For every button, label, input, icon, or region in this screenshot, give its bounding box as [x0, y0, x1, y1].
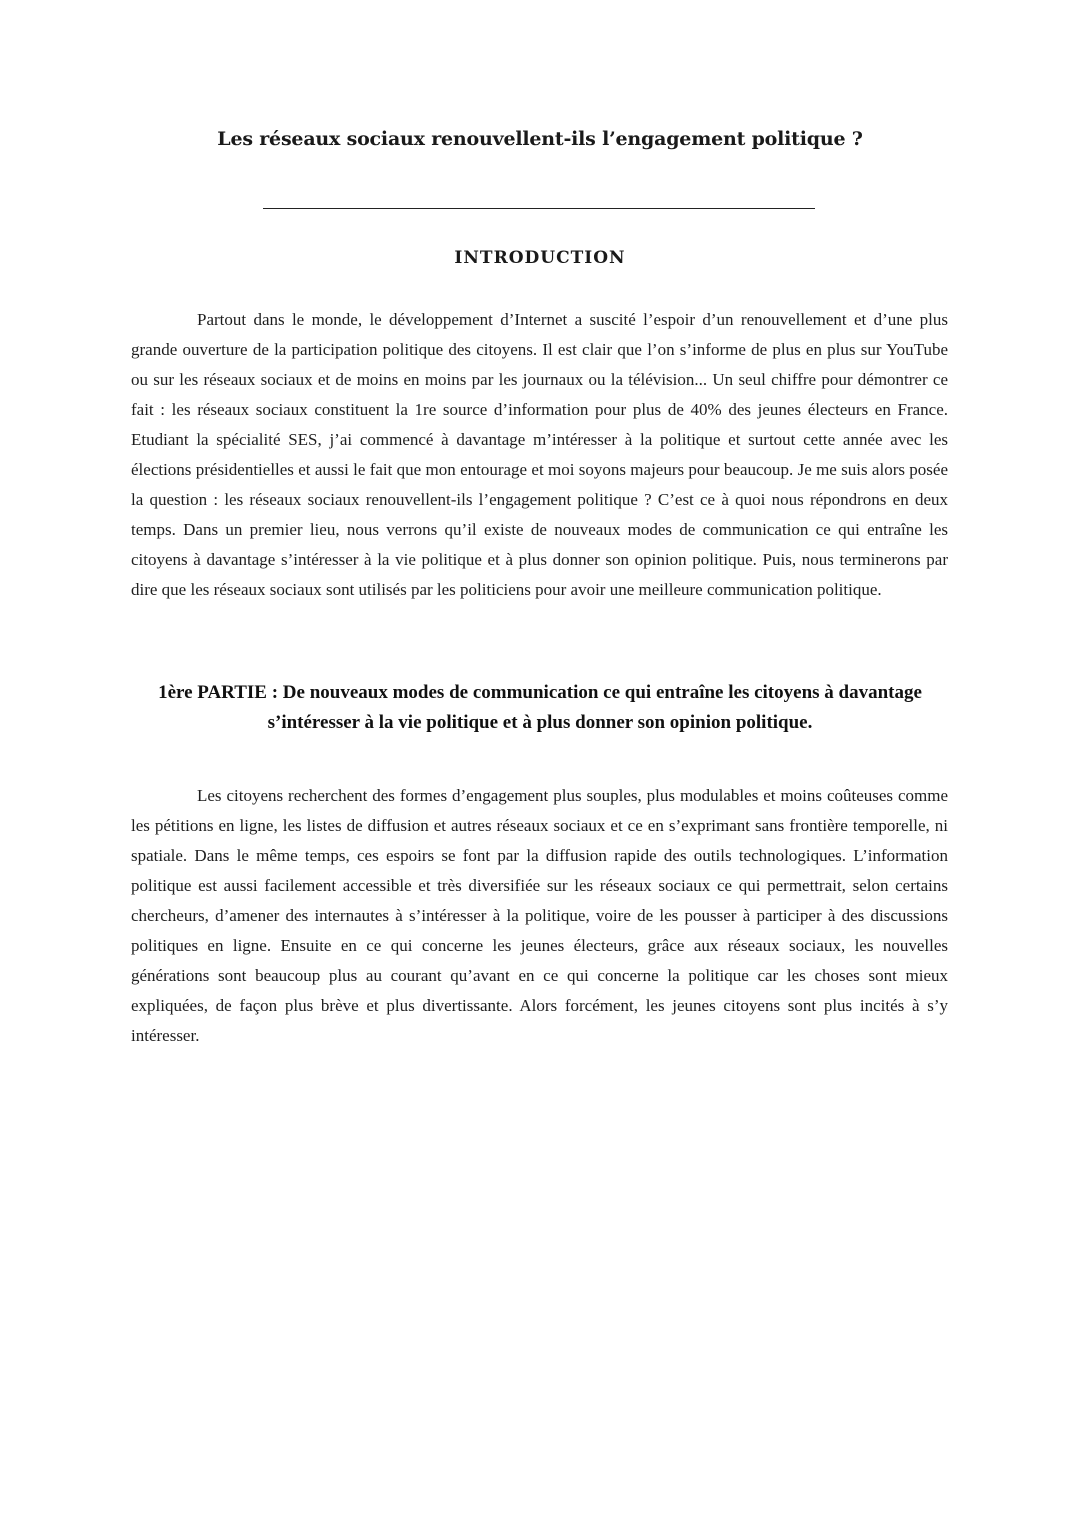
part1-paragraph: Les citoyens recherchent des formes d’engagement plus souples, plus modulables et moins coûteuses comme les pétitions en ligne, les listes de diffusion et autres réseaux sociaux et ce en s’exprimant sans frontière temporelle, ni spatiale. Dans le même temps, ces espoirs se font par la diffusion rapide des outils technologiques. L’information politique est aussi facilement accessible et très diversifiée sur les réseaux sociaux ce qui permettrait, selon certains chercheurs, d’amener des internautes à s’intéresser à la politique, voire de les pousser à participer à des discussions politiques en ligne. Ensuite en ce qui concerne les jeunes électeurs, grâce aux réseaux sociaux, les nouvelles générations sont beaucoup plus au courant qu’avant en ce qui concerne la politique car les choses sont mieux expliquées, de façon plus brève et plus divertissante. Alors forcément, les jeunes citoyens sont plus incités à s’y intéresser.: [131, 786, 948, 1045]
document-title: Les réseaux sociaux renouvellent-ils l’engagement politique ?: [217, 128, 863, 150]
title-divider: [263, 208, 815, 209]
introduction-heading: INTRODUCTION: [454, 248, 626, 268]
introduction-paragraph: Partout dans le monde, le développement d’Internet a suscité l’espoir d’un renouvellement et d’une plus grande ouverture de la participation politique des citoyens. Il est clair que l’on s’informe de plus en plus sur YouTube ou sur les réseaux sociaux et de moins en moins par les journaux ou la télévision... Un seul chiffre pour démontrer ce fait : les réseaux sociaux constituent la 1re source d’information pour plus de 40% des jeunes électeurs en France. Etudiant la spécialité SES, j’ai commencé à davantage m’intéresser à la politique et surtout cette année avec les élections présidentielles et aussi le fait que mon entourage et moi soyons majeurs pour beaucoup. Je me suis alors posée la question : les réseaux sociaux renouvellent-ils l’engagement politique ? C’est ce à quoi nous répondrons en deux temps. Dans un premier lieu, nous verrons qu’il existe de nouveaux modes de communication ce qui entraîne les citoyens à davantage s’intéresser à la vie politique et à plus donner son opinion politique. Puis, nous terminerons par dire que les réseaux sociaux sont utilisés par les politiciens pour avoir une meilleure communication politique.: [131, 310, 948, 599]
part1-heading: 1ère PARTIE : De nouveaux modes de communication ce qui entraîne les citoyens à davantage s’intéresser à la vie politique et à plus donner son opinion politique.: [158, 682, 922, 733]
